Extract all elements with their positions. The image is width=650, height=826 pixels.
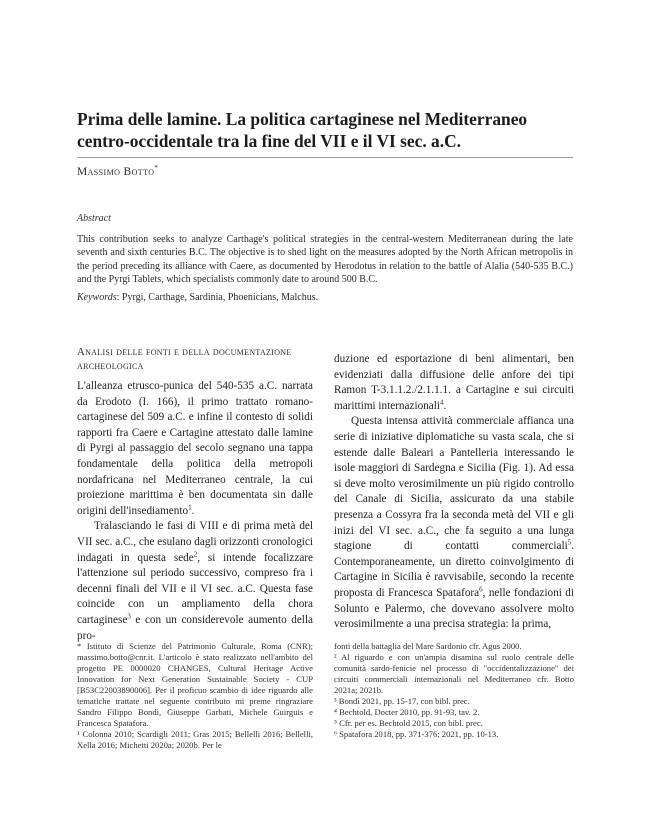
note-ref: 3 xyxy=(127,612,131,621)
paragraph: Tralasciando le fasi di VIII e di prima metà del VII sec. a.C., che esulano dagli orizzonti cronologici indagati in questa sede$^2$, si intende focalizzare l'attenzione sul periodo successivo, compreso fra i decenni finali del VII e il VI sec. a.C. Questa fase coincide con un ampliamento della chora cartaginese$^3$ e con un considerevole aumento della pro- xyxy=(77,520,314,642)
footnote: ⁶ Spatafora 2018, pp. 371-376; 2021, pp. 10-13. xyxy=(334,729,499,739)
footnote: * Istituto di Scienze del Patrimonio Culturale, Roma (CNR); massimo.botto@cnr.it. L'articolo è stato realizzato nell'ambito del progetto PE 0000020 CHANGES, Cultural Heritage Active Innovation for Next Generation Sustainable Society - CUP [B53C22003890006]. Per il proficuo scambio di idee riguardo alle tematiche trattate nel seguente contributo mi preme ringraziare Sandro Filippo Bondì, Giuseppe Garbati, Michele Guirguis e Francesca Spatafora. xyxy=(77,641,313,728)
footnote: ³ Bondì 2021, pp. 15-17, con bibl. prec. xyxy=(334,696,470,706)
note-ref: 4 xyxy=(439,398,444,407)
paragraph: duzione ed esportazione di beni alimentari, ben evidenziati dalla diffusione delle anfore dei tipi Ramon T-3.1.1.2./2.1.1.1. a Cartagine e sui circuiti marittimi internazionali$^4$. xyxy=(334,353,574,412)
keywords-line xyxy=(77,291,573,304)
paragraph: Questa intensa attività commerciale affianca una serie di iniziative diplomatiche su vasta scala, che si estende dalle Baleari a Pantelleria interessando le isole maggiori di Sardegna e Sicilia (Fig. 1). Ad essa si deve molto verosimilmente un più rigido controllo del Canale di Sicilia, assicurato da una stabile presenza a Cossyra fra la seconda metà del VII e gli inizi del VI sec. a.C., che fa seguito a una lunga stagione di contatti commerciali$^5$. Contemporaneamente, un diretto coinvolgimento di Cartagine in Sicilia è ravvisabile, secondo la recente proposta di Francesca Spatafora$^6$, nelle fondazioni di Solunto e Palermo, che dovevano assolvere molto verosimilmente a una precisa strategia: la prima, xyxy=(334,415,574,631)
footnote: fonti della battaglia del Mare Sardonio cfr. Agus 2000. xyxy=(334,641,522,651)
section-heading: Analisi delle fonti e della documentazione archeologica xyxy=(77,346,292,372)
body-column-right xyxy=(334,352,574,633)
footnote: ⁴ Bechtold, Docter 2010, pp. 91-93, tav. 2. xyxy=(334,707,480,717)
article-title: Prima delle lamine. La politica cartaginese nel Mediterraneo centro-occidentale tra la fine del VII e il VI sec. a.C. xyxy=(77,109,528,151)
note-ref: 6 xyxy=(479,585,483,594)
note-ref: 1 xyxy=(188,503,192,512)
footnotes-left xyxy=(77,641,313,751)
footnotes-right xyxy=(334,641,574,740)
keywords-list: : Pyrgi, Carthage, Sardinia, Phoenicians, Malchus. xyxy=(116,292,319,303)
author-line xyxy=(77,166,158,178)
footnote: ¹ Colonna 2010; Scardigli 2011; Gras 2015; Bellelli 2016; Bellelli, Xella 2016; Michetti 2020a; 2020b. Per le xyxy=(77,729,313,750)
note-ref: 2 xyxy=(193,549,198,558)
title-divider xyxy=(77,157,573,158)
footnote: ² Al riguardo e con un'ampia disamina sul ruolo centrale delle comunità sardo-fenicie nel processo di "occidentalizzazione" dei circuiti commerciali internazionali nel Mediterraneo cfr. Botto 2021a; 2021b. xyxy=(334,652,574,695)
abstract-text: This contribution seeks to analyze Carthage's political strategies in the central-western Mediterranean during the late seventh and sixth centuries B.C. The objective is to shed light on the measures adopted by the North African metropolis in the period preceding its alliance with Caere, as documented by Herodotus in relation to the battle of Alalia (540-535 B.C.) and the Pyrgi Tablets, which specialists commonly date to around 500 B.C. xyxy=(77,234,573,286)
note-ref: 5 xyxy=(567,538,572,547)
paragraph: L'alleanza etrusco-punica del 540-535 a.C. narrata da Erodoto (I. 166), il primo trattato romano-cartaginese del 509 a.C. e infine il contesto di solidi rapporti fra Caere e Cartagine attestato dalle lamine di Pyrgi al passaggio del secolo segnano una tappa fondamentale della politica della metropoli nordafricana nel Mediterraneo centrale, la cui proiezione marittima è ben documentata sin dalle origini dell'insediamento$^1$. xyxy=(77,380,313,517)
body-column-left xyxy=(77,345,313,644)
footnote: ⁵ Cfr. per es. Bechtold 2015, con bibl. prec. xyxy=(334,718,483,728)
abstract-heading: Abstract xyxy=(77,213,111,224)
author-name: Massimo Botto xyxy=(77,166,155,178)
author-note-mark: * xyxy=(154,164,159,173)
keywords-label: Keywords xyxy=(77,292,117,303)
